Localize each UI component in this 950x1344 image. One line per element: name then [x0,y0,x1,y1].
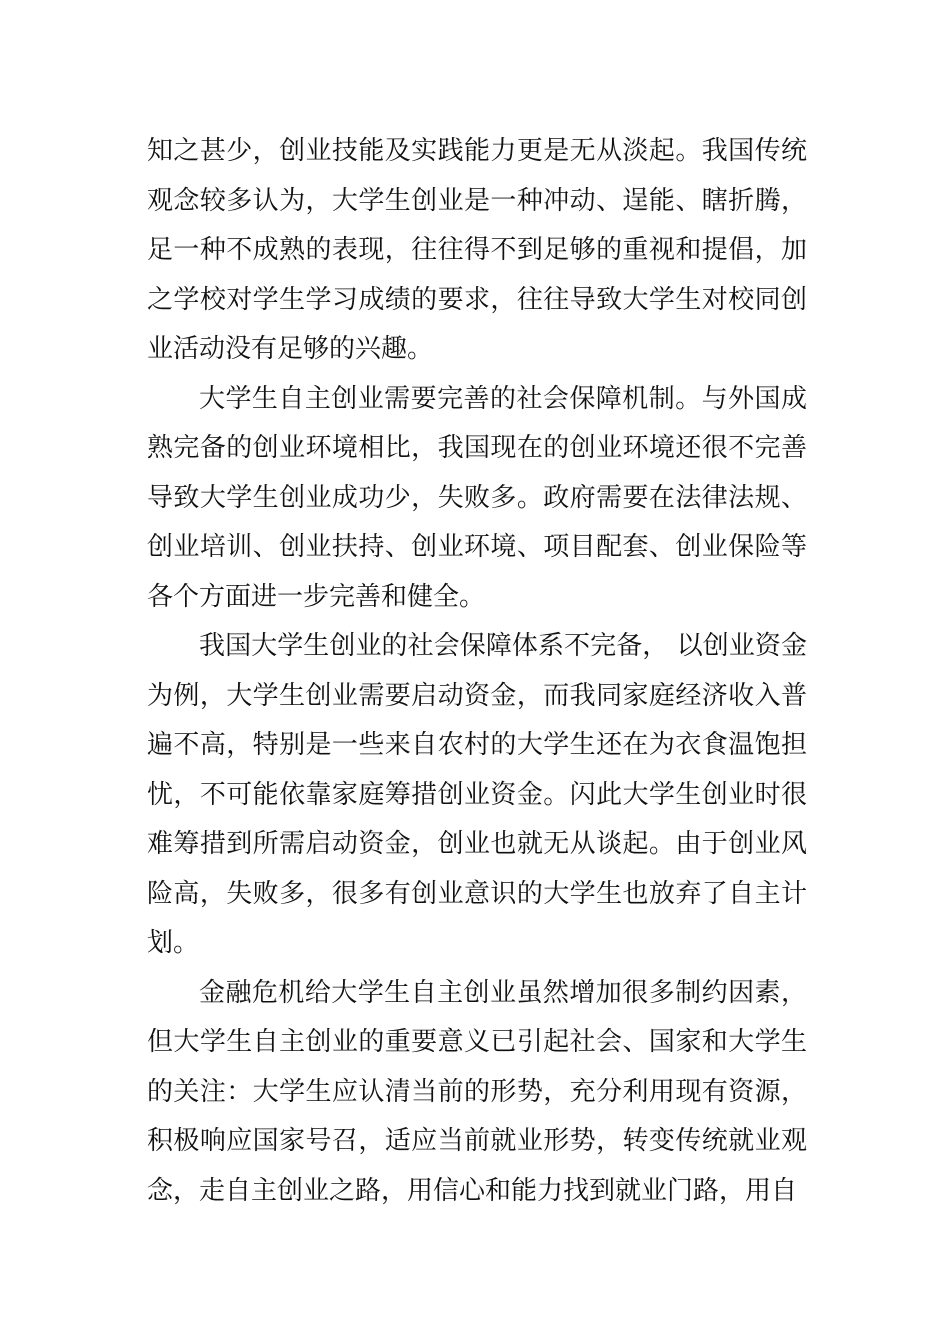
paragraph-2: 大学生自主创业需要完善的社会保障机制。与外国成熟完备的创业环境相比，我国现在的创业环境还很不完善导致大学生创业成功少，失败多。政府需要在法律法规、创业培训、创业扶持、创业环境、项目配套、创业保险等各个方面进一步完善和健全。 [147,383,807,612]
paragraph-3: 我国大学生创业的社会保障体系不完备， 以创业资金为例，大学生创业需要启动资金，而我同家庭经济收入普遍不高，特别是一些来自农村的大学生还在为衣食温饱担忧，不可能依靠家庭筹措创业资金。闪此大学生创业时很难筹措到所需启动资金，创业也就无从谈起。由于创业风险高，失败多，很多有创业意识的大学生也放弃了自主计划。 [147,631,807,958]
body-text [147,127,807,1216]
paragraph-1: 知之甚少，创业技能及实践能力更是无从淡起。我国传统观念较多认为，大学生创业是一种冲动、逞能、瞎折腾，足一种不成熟的表现，往往得不到足够的重视和提倡，加之学校对学生学习成绩的要求，往往导致大学生对校同创业活动没有足够的兴趣。 [147,136,807,364]
paragraph-4: 金融危机给大学生自主创业虽然增加很多制约因素，但大学生自主创业的重要意义已引起社会、国家和大学生的关注：大学生应认清当前的形势，充分利用现有资源，积极响应国家号召，适应当前就业形势，转变传统就业观念，走自主创业之路，用信心和能力找到就业门路，用自 [147,977,807,1206]
